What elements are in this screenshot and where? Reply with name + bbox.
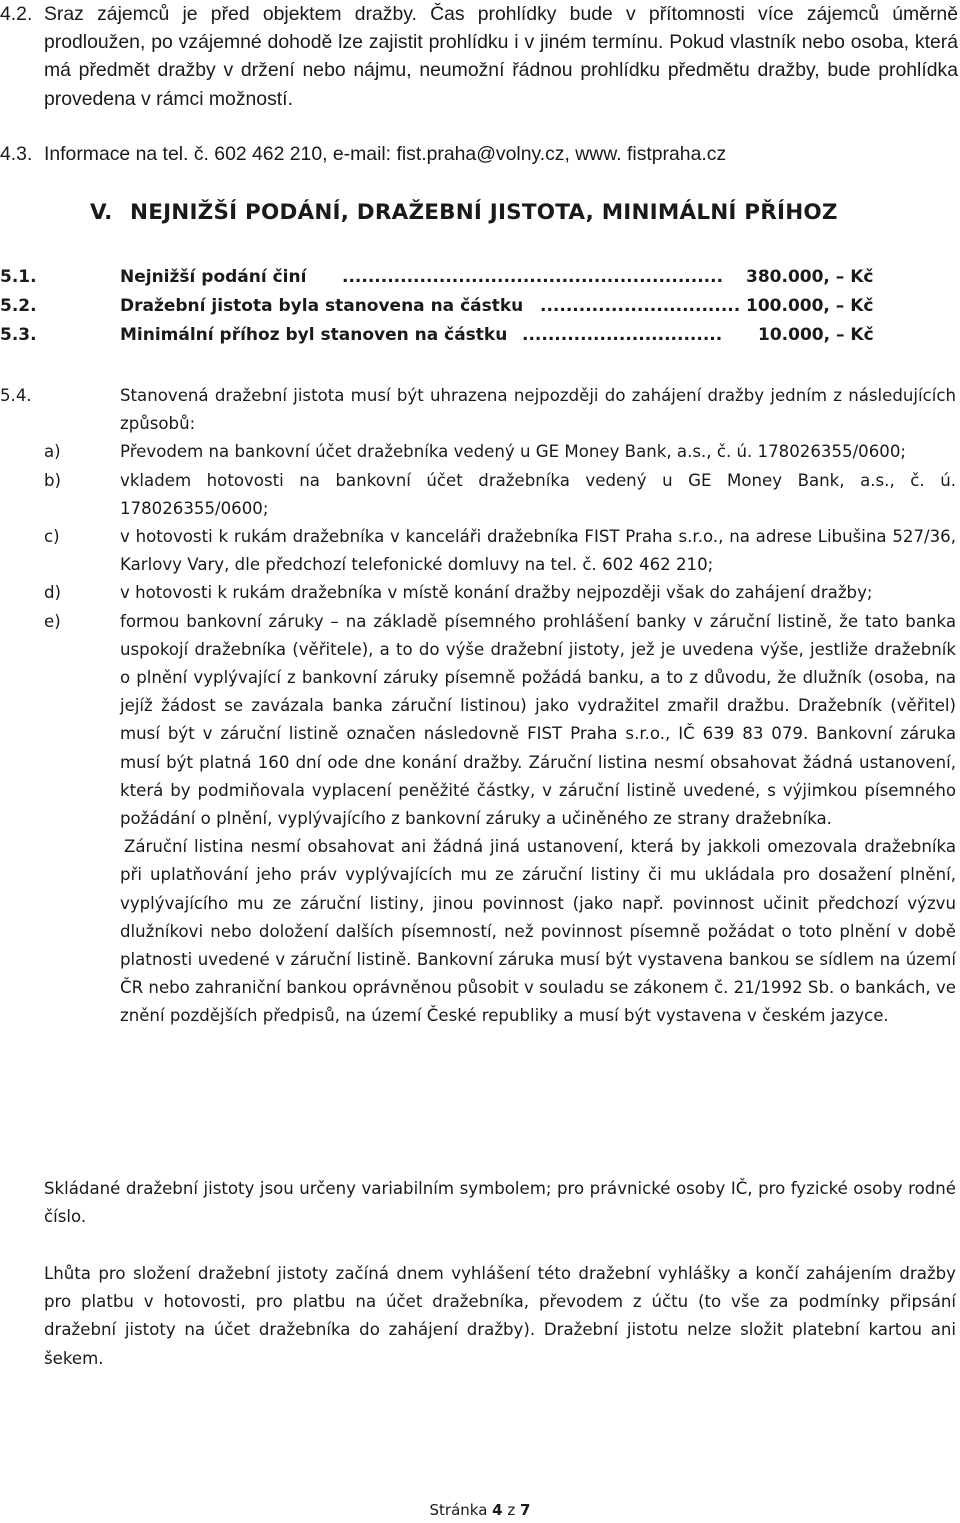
option-c — [0, 523, 956, 579]
contact-info: Informace na tel. č. 602 462 210, e-mail: fist.praha@volny.cz, www. fistpraha.cz — [44, 143, 727, 165]
option-letter: c) — [44, 527, 60, 547]
summary-amount: 10.000, – Kč — [758, 325, 874, 345]
item-5-4 — [0, 382, 956, 1031]
item-number: 4.2. — [0, 3, 33, 25]
section-number: V. — [90, 200, 113, 225]
option-letter: d) — [44, 583, 62, 603]
option-a — [0, 438, 956, 466]
summary-amount: 100.000, – Kč — [746, 296, 874, 316]
option-letter: a) — [44, 442, 61, 462]
item-number: 5.2. — [0, 296, 37, 316]
footer-prefix: Stránka — [429, 1501, 488, 1519]
summary-label: Dražební jistota byla stanovena na částku — [120, 296, 524, 316]
item-number: 4.3. — [0, 143, 33, 165]
item-intro: Stanovená dražební jistota musí být uhrazena nejpozději do zahájení dražby jedním z následujících způsobů: — [120, 386, 956, 434]
item-text: Sraz zájemců je před objektem dražby. Čas prohlídky bude v přítomnosti více zájemců úměrně prodloužen, po vzájemné dohodě lze zajistit prohlídku i v jiném termínu. Pokud vlastník nebo osoba, která má předmět dražby v držení nebo nájmu, neumožní řádnou prohlídku předmětu dražby, bude prohlídka provedena v rámci možností. — [44, 3, 958, 110]
footer-current-page: 4 — [492, 1501, 503, 1519]
option-text-continued: Záruční listina nesmí obsahovat ani žádná jiná ustanovení, která by jakkoli omezovala dražebníka při uplatňování jeho práv vyplývajících mu ze záruční listiny či mu ukládala pro dosažení plnění, vyplývajícího mu ze záruční listiny, jinou povinnost (jako např. povinnost učinit předchozí výzvu dlužníkovi nebo doložení dalších písemností, než povinnost písemně požádat o toto plnění v době platnosti uvedené v záruční listině. Bankovní záruka musí být vystavena bankou se sídlem na území ČR nebo zahraniční bankou oprávněnou působit v souladu se zákonem č. 21/1992 Sb. o bankách, ve znění pozdějších předpisů, na území České republiky a musí být vystavena v českém jazyce. — [120, 837, 956, 1026]
item-number: 5.3. — [0, 325, 37, 345]
item-number: 5.4. — [0, 386, 32, 405]
item-4-3 — [0, 140, 726, 168]
option-letter: b) — [44, 470, 62, 490]
option-b — [0, 467, 956, 523]
dot-leader: ............................... — [540, 296, 741, 316]
summary-amount: 380.000, – Kč — [746, 267, 874, 287]
summary-label: Nejnižší podání činí — [120, 267, 307, 287]
page-footer — [0, 1500, 960, 1520]
option-text: v hotovosti k rukám dražebníka v kanceláři dražebníka FIST Praha s.r.o., na adrese Libušina 527/36, Karlovy Vary, dle předchozí telefonické domluvy na tel. č. 602 462 210; — [120, 527, 956, 575]
footer-total-pages: 7 — [520, 1501, 531, 1519]
dot-leader: ........................................................... — [342, 267, 724, 287]
section-title: NEJNIŽŠÍ PODÁNÍ, DRAŽEBNÍ JISTOTA, MINIMÁLNÍ PŘÍHOZ — [130, 200, 838, 225]
option-e — [0, 608, 956, 1031]
option-text: Převodem na bankovní účet dražebníka vedený u GE Money Bank, a.s., č. ú. 178026355/0600; — [120, 442, 906, 462]
option-text: v hotovosti k rukám dražebníka v místě konání dražby nejpozději však do zahájení dražby; — [120, 583, 873, 603]
item-4-2 — [0, 0, 958, 113]
dot-leader: ............................... — [522, 325, 723, 345]
footer-separator: z — [507, 1501, 516, 1519]
option-letter: e) — [44, 611, 61, 631]
item-number: 5.1. — [0, 267, 37, 287]
paragraph-deadline: Lhůta pro složení dražební jistoty začíná dnem vyhlášení této dražební vyhlášky a končí zahájením dražby pro platbu v hotovosti, pro platbu na účet dražebníka, převodem z účtu (to vše za podmínky připsání dražební jistoty na účet dražebníka do zahájení dražby). Dražební jistotu nelze složit platební kartou ani šekem. — [44, 1264, 956, 1368]
option-d — [0, 579, 956, 607]
option-text: formou bankovní záruky – na základě písemného prohlášení banky v záruční listině, že tato banka uspokojí dražebníka (věřitele), a to do výše dražební jistoty, jež je uvedena výše, jestliže dražebník o plnění vyplývající z bankovní záruky písemně požádá banku, a to z důvodu, že dlužník (osoba, na jejíž žádost se zavázala banka záruční listinou) jako vydražitel zmařil dražbu. Dražebník (věřitel) musí být v záruční listině označen následovně FIST Praha s.r.o., IČ 639 83 079. Bankovní záruka musí být platná 160 dní ode dne konání dražby. Záruční listina nesmí obsahovat žádná ustanovení, která by podmiňovala vyplacení peněžité částky, v záruční listině uvedené, s výjimkou písemného požádání o plnění, vyplývajícího z bankovní záruky a učiněného ze strany dražebníka. — [120, 611, 956, 829]
section-heading — [90, 200, 838, 225]
paragraph-variable-symbol: Skládané dražební jistoty jsou určeny variabilním symbolem; pro právnické osoby IČ, pro fyzické osoby rodné číslo. — [44, 1179, 956, 1227]
option-text: vkladem hotovosti na bankovní účet dražebníka vedený u GE Money Bank, a.s., č. ú. 178026355/0600; — [120, 470, 956, 518]
summary-label: Minimální příhoz byl stanoven na částku — [120, 325, 508, 345]
